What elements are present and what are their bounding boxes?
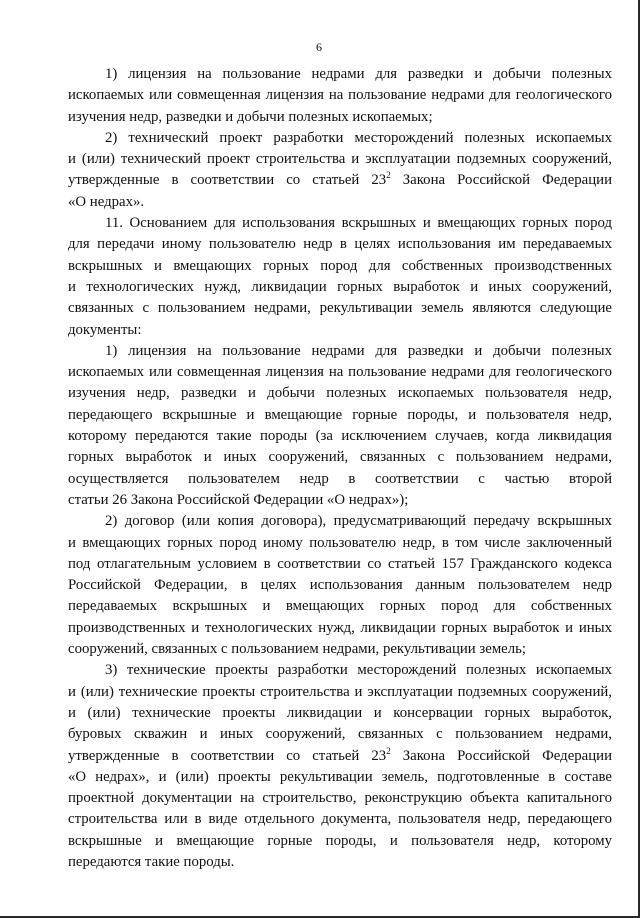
- text-line: для передачи иному пользователю недр в целях использования им передаваемых: [68, 236, 612, 253]
- document-body: [68, 64, 612, 873]
- text-line: «О недрах», и (или) проекты рекультивации земель, подготовленные в составе: [68, 768, 612, 785]
- text-line: Российской Федерации, в целях использования данным пользователем недр: [68, 577, 612, 594]
- paragraph-1: [68, 64, 612, 128]
- page-number: 6: [316, 40, 322, 54]
- paragraph-6: [68, 660, 612, 873]
- text-line: сооружений, связанных с пользованием недрами, рекультивации земель;: [68, 641, 526, 658]
- text-line: 1) лицензия на пользование недрами для разведки и добычи полезных: [105, 66, 612, 82]
- text-line: 2) договор (или копия договора), предусматривающий передачу вскрышных: [105, 513, 612, 530]
- text-line: вскрышные и вмещающие горные породы, и пользователя недр, которому: [68, 832, 612, 849]
- text-line: и вмещающих горных пород иному пользователю недр, в том числе заключенный: [68, 534, 612, 551]
- text-line: и технологических нужд, ликвидации горных выработок и иных сооружений,: [68, 278, 612, 295]
- superscript: 2: [386, 170, 391, 181]
- text-line: 3) технические проекты разработки месторождений полезных ископаемых: [105, 662, 612, 679]
- paragraph-4: [68, 341, 612, 511]
- text-line: изучения недр, разведки и добычи полезных ископаемых пользователя недр,: [68, 385, 612, 402]
- text-line: изучения недр, разведки и добычи полезных ископаемых;: [68, 108, 433, 125]
- text-line: ископаемых или совмещенная лицензия на пользование недрами для геологического: [68, 87, 612, 104]
- text-line: 1) лицензия на пользование недрами для разведки и добычи полезных: [105, 342, 612, 359]
- text-line: утвержденные в соответствии со статьей $23^2$ Закона Российской Федерации: [68, 745, 612, 764]
- text-line: и (или) технические проекты ликвидации и консервации горных выработок,: [68, 704, 612, 721]
- text-line: производственных и технологических нужд, ликвидации горных выработок и иных: [68, 619, 612, 636]
- text-line: под отлагательным условием в соответствии со статьей 157 Гражданского кодекса: [68, 555, 612, 572]
- text-line: и (или) технический проект строительства и эксплуатации подземных сооружений,: [68, 151, 612, 168]
- text-line: 11. Основанием для использования вскрышных и вмещающих горных пород: [105, 215, 612, 232]
- text-line: вскрышных и вмещающих горных пород для собственных производственных: [68, 257, 612, 274]
- text-line: передаваемых вскрышных и вмещающих горных пород для собственных: [68, 598, 612, 615]
- text-line: которому передаются такие породы (за исключением случаев, когда ликвидация: [68, 428, 612, 445]
- text-line: осуществляется пользователем недр в соответствии с частью второй: [68, 470, 612, 487]
- text-line: 2) технический проект разработки месторождений полезных ископаемых: [105, 129, 612, 146]
- text-line: ископаемых или совмещенная лицензия на пользование недрами для геологического: [68, 364, 612, 381]
- text-line: буровых скважин и иных сооружений, связанных с пользованием недрами,: [68, 726, 612, 743]
- text-line: проектной документации на строительство, реконструкцию объекта капитального: [68, 790, 612, 807]
- text-line: связанных с пользованием недрами, рекультивации земель являются следующие: [68, 300, 612, 317]
- text-line: передаются такие породы.: [68, 853, 235, 870]
- text-line: «О недрах».: [68, 193, 145, 210]
- paragraph-3: [68, 213, 612, 341]
- paragraph-5: [68, 511, 612, 660]
- text-line: документы:: [68, 321, 142, 338]
- text-line: передающего вскрышные и вмещающие горные породы, и пользователя недр,: [68, 406, 612, 423]
- text-line: и (или) технические проекты строительства и эксплуатации подземных сооружений,: [68, 683, 612, 700]
- paragraph-2: [68, 128, 612, 213]
- text-line: горных выработок и иных сооружений, связанных с пользованием недрами,: [68, 449, 612, 466]
- text-line: строительства или в виде отдельного документа, пользователя недр, передающего: [68, 811, 612, 828]
- text-line: статьи 26 Закона Российской Федерации «О недрах»);: [68, 491, 409, 508]
- text-line: утвержденные в соответствии со статьей $23^2$ Закона Российской Федерации: [68, 170, 612, 189]
- superscript: 2: [386, 745, 391, 756]
